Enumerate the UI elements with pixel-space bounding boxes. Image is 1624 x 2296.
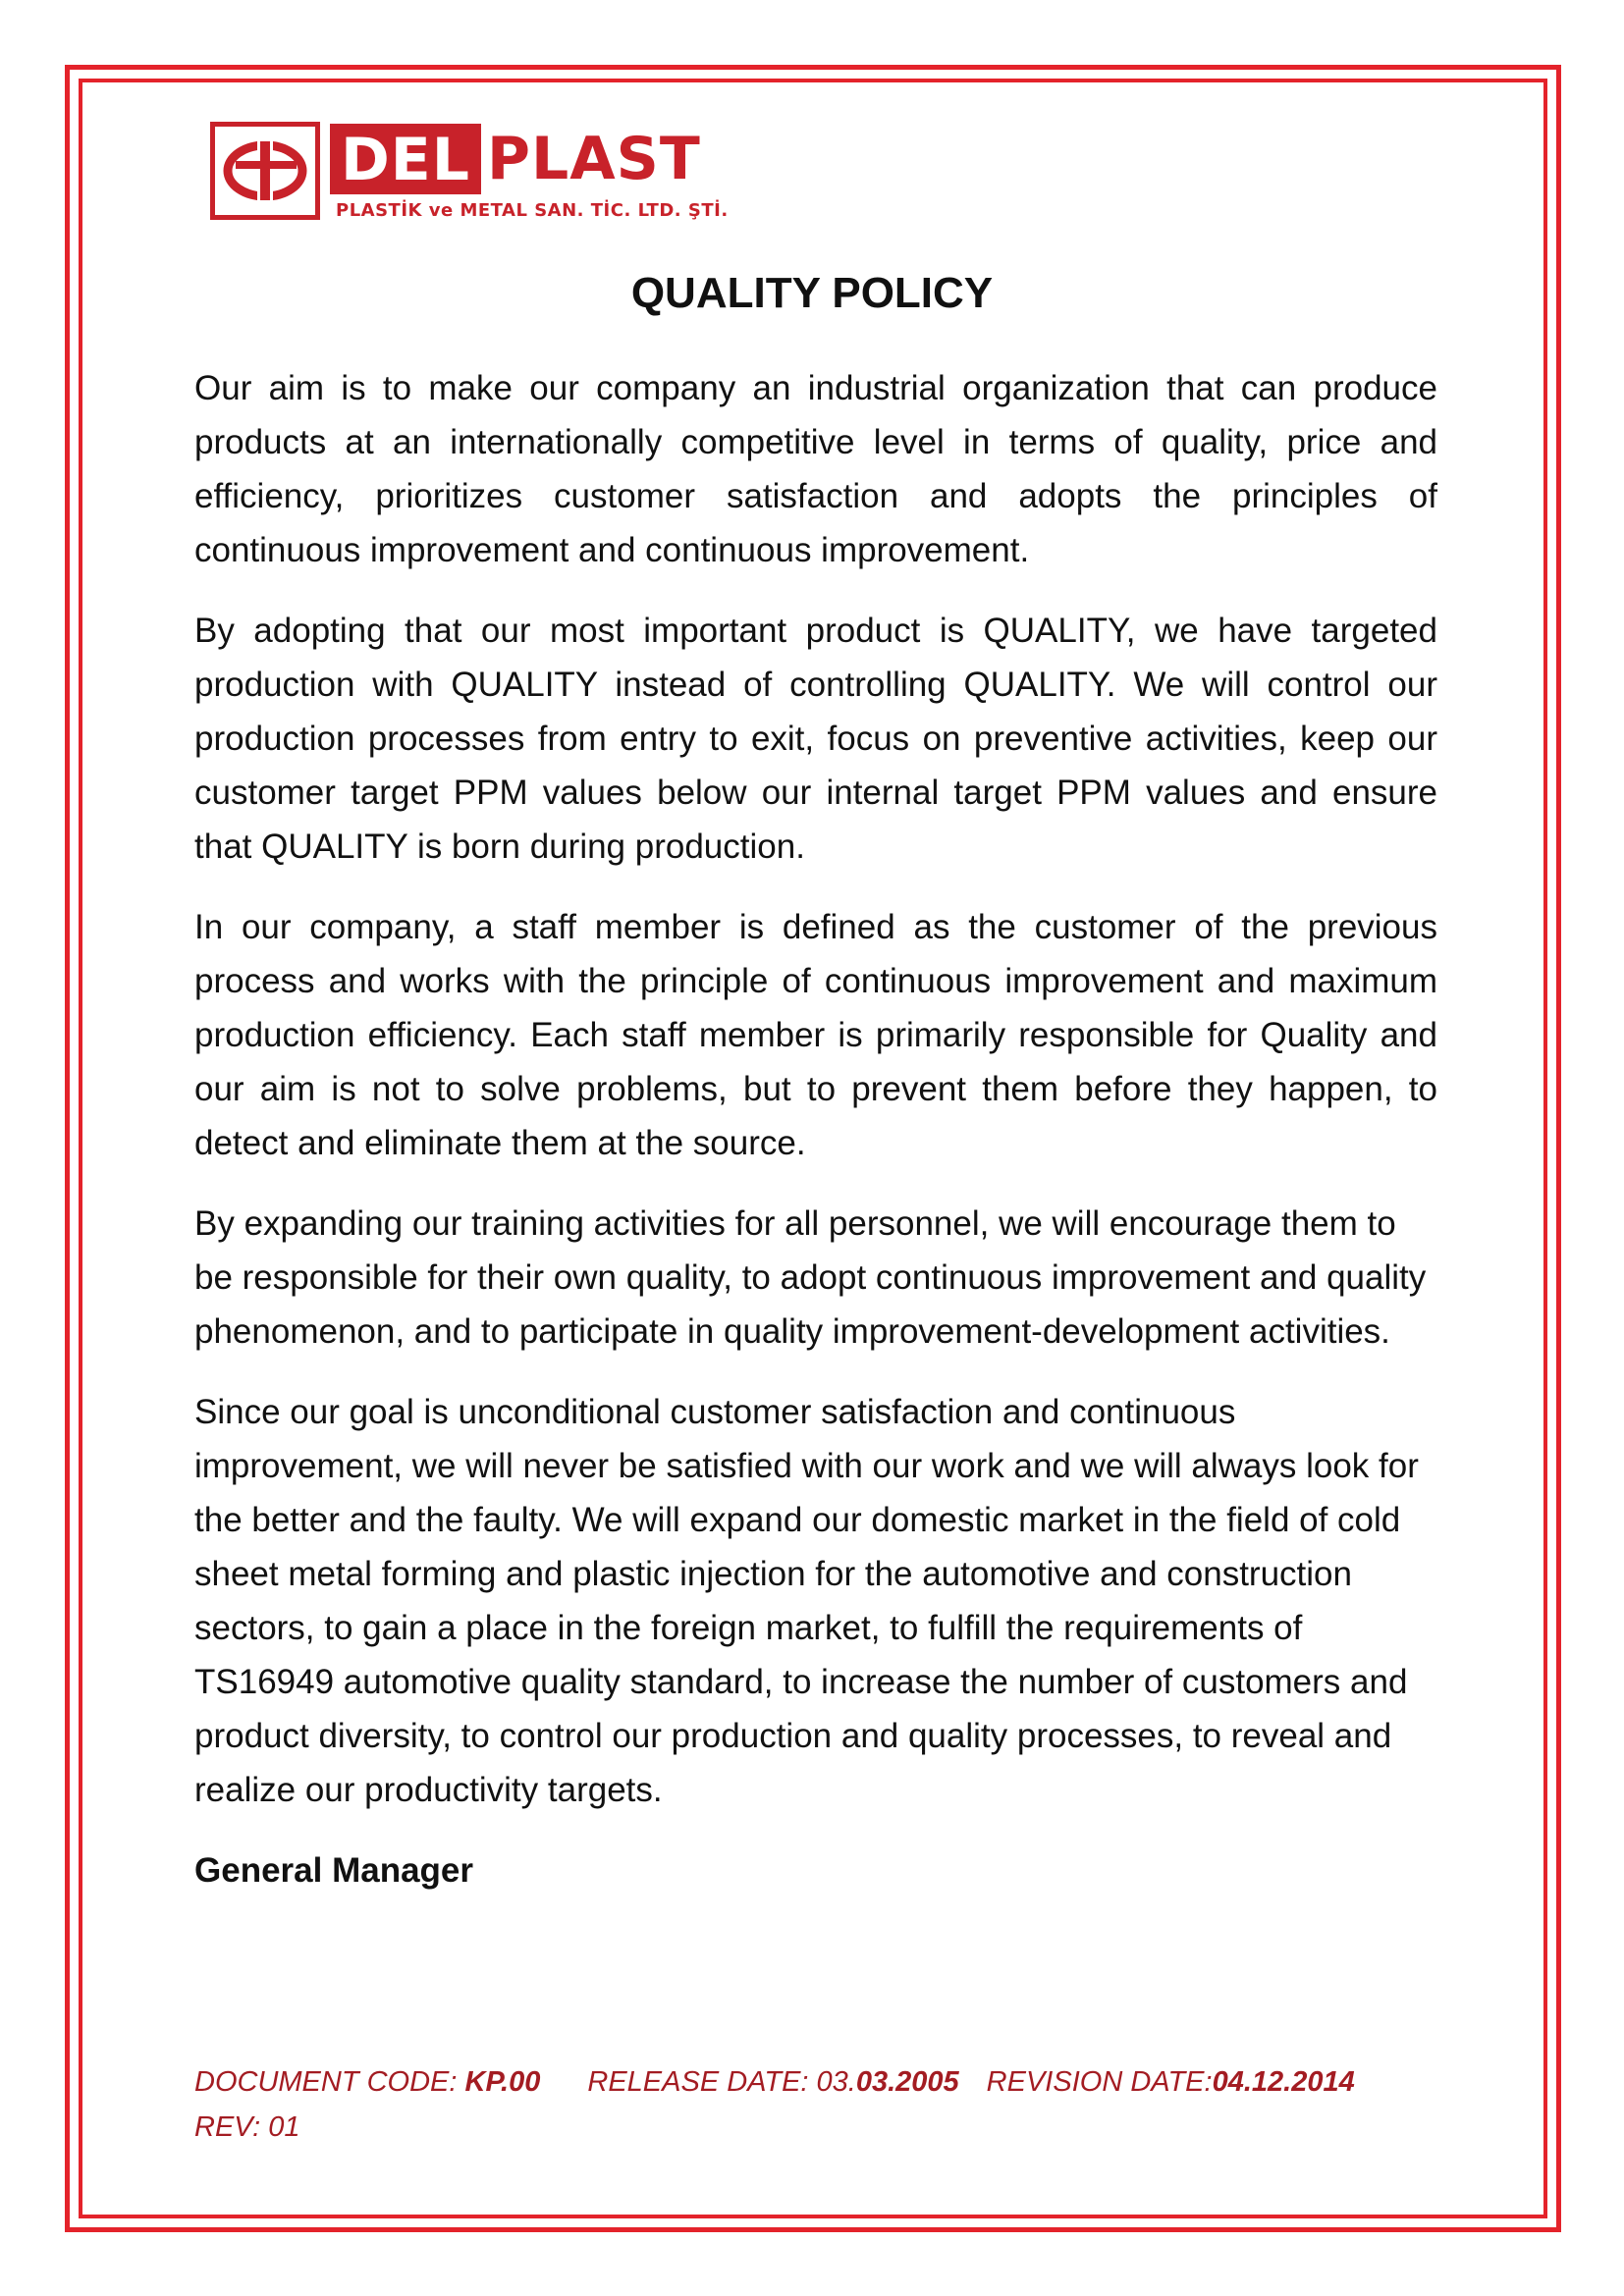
policy-body (194, 361, 1437, 1924)
signature-title: General Manager (194, 1851, 473, 1890)
logo-word-plast: PLAST (487, 125, 701, 193)
release-date-value: 03.2005 (855, 2066, 959, 2098)
logo-wordmark (330, 124, 701, 194)
revision-number: REV: 01 (194, 2111, 300, 2143)
logo-emblem-icon (210, 122, 320, 220)
logo-word-del: DEL (330, 124, 481, 194)
policy-paragraph-1: Our aim is to make our company an industrial organization that can produce products at an internationally competitive level in terms of quality, price and efficiency, prioritizes customer satisfaction and adopts the principles of continuous improvement and continuous improvement. (194, 369, 1437, 569)
release-date-label: RELEASE DATE: 03. (587, 2066, 856, 2098)
company-logo (210, 122, 729, 230)
footer-line-1 (194, 2059, 1437, 2105)
page-title: QUALITY POLICY (630, 269, 994, 317)
policy-paragraph-4: By expanding our training activities for all personnel, we will encourage them to be responsible for their own quality, to adopt continuous improvement and quality phenomenon, and to participate in quality improvement-development activities. (194, 1204, 1427, 1351)
document-footer (194, 2059, 1437, 2150)
revision-date-label: REVISION DATE: (986, 2066, 1213, 2098)
doc-code-value: KP.00 (464, 2066, 541, 2098)
logo-subtitle: PLASTİK ve METAL SAN. TİC. LTD. ŞTİ. (336, 200, 729, 221)
policy-paragraph-2: By adopting that our most important product is QUALITY, we have targeted production with QUALITY instead of controlling QUALITY. We will control our production processes from entry to exit, focus on preventive activities, keep our customer target PPM values below our internal target PPM values and ensure that QUALITY is born during production. (194, 612, 1437, 866)
policy-paragraph-3: In our company, a staff member is defined as the customer of the previous process and works with the principle of continuous improvement and maximum production efficiency. Each staff member is primarily responsible for Quality and our aim is not to solve problems, but to prevent them before they happen, to detect and eliminate them at the source. (194, 908, 1437, 1162)
policy-paragraph-5: Since our goal is unconditional customer satisfaction and continuous improvement, we will never be satisfied with our work and we will always look for the better and the faulty. We will expand our domestic market in the field of cold sheet metal forming and plastic injection for the automotive and construction sectors, to gain a place in the foreign market, to fulfill the requirements of TS16949 automotive quality standard, to increase the number of customers and product diversity, to control our production and quality processes, to reveal and realize our productivity targets. (194, 1393, 1419, 1809)
doc-code-label: DOCUMENT CODE: (194, 2066, 465, 2098)
revision-date-value: 04.12.2014 (1212, 2066, 1355, 2098)
